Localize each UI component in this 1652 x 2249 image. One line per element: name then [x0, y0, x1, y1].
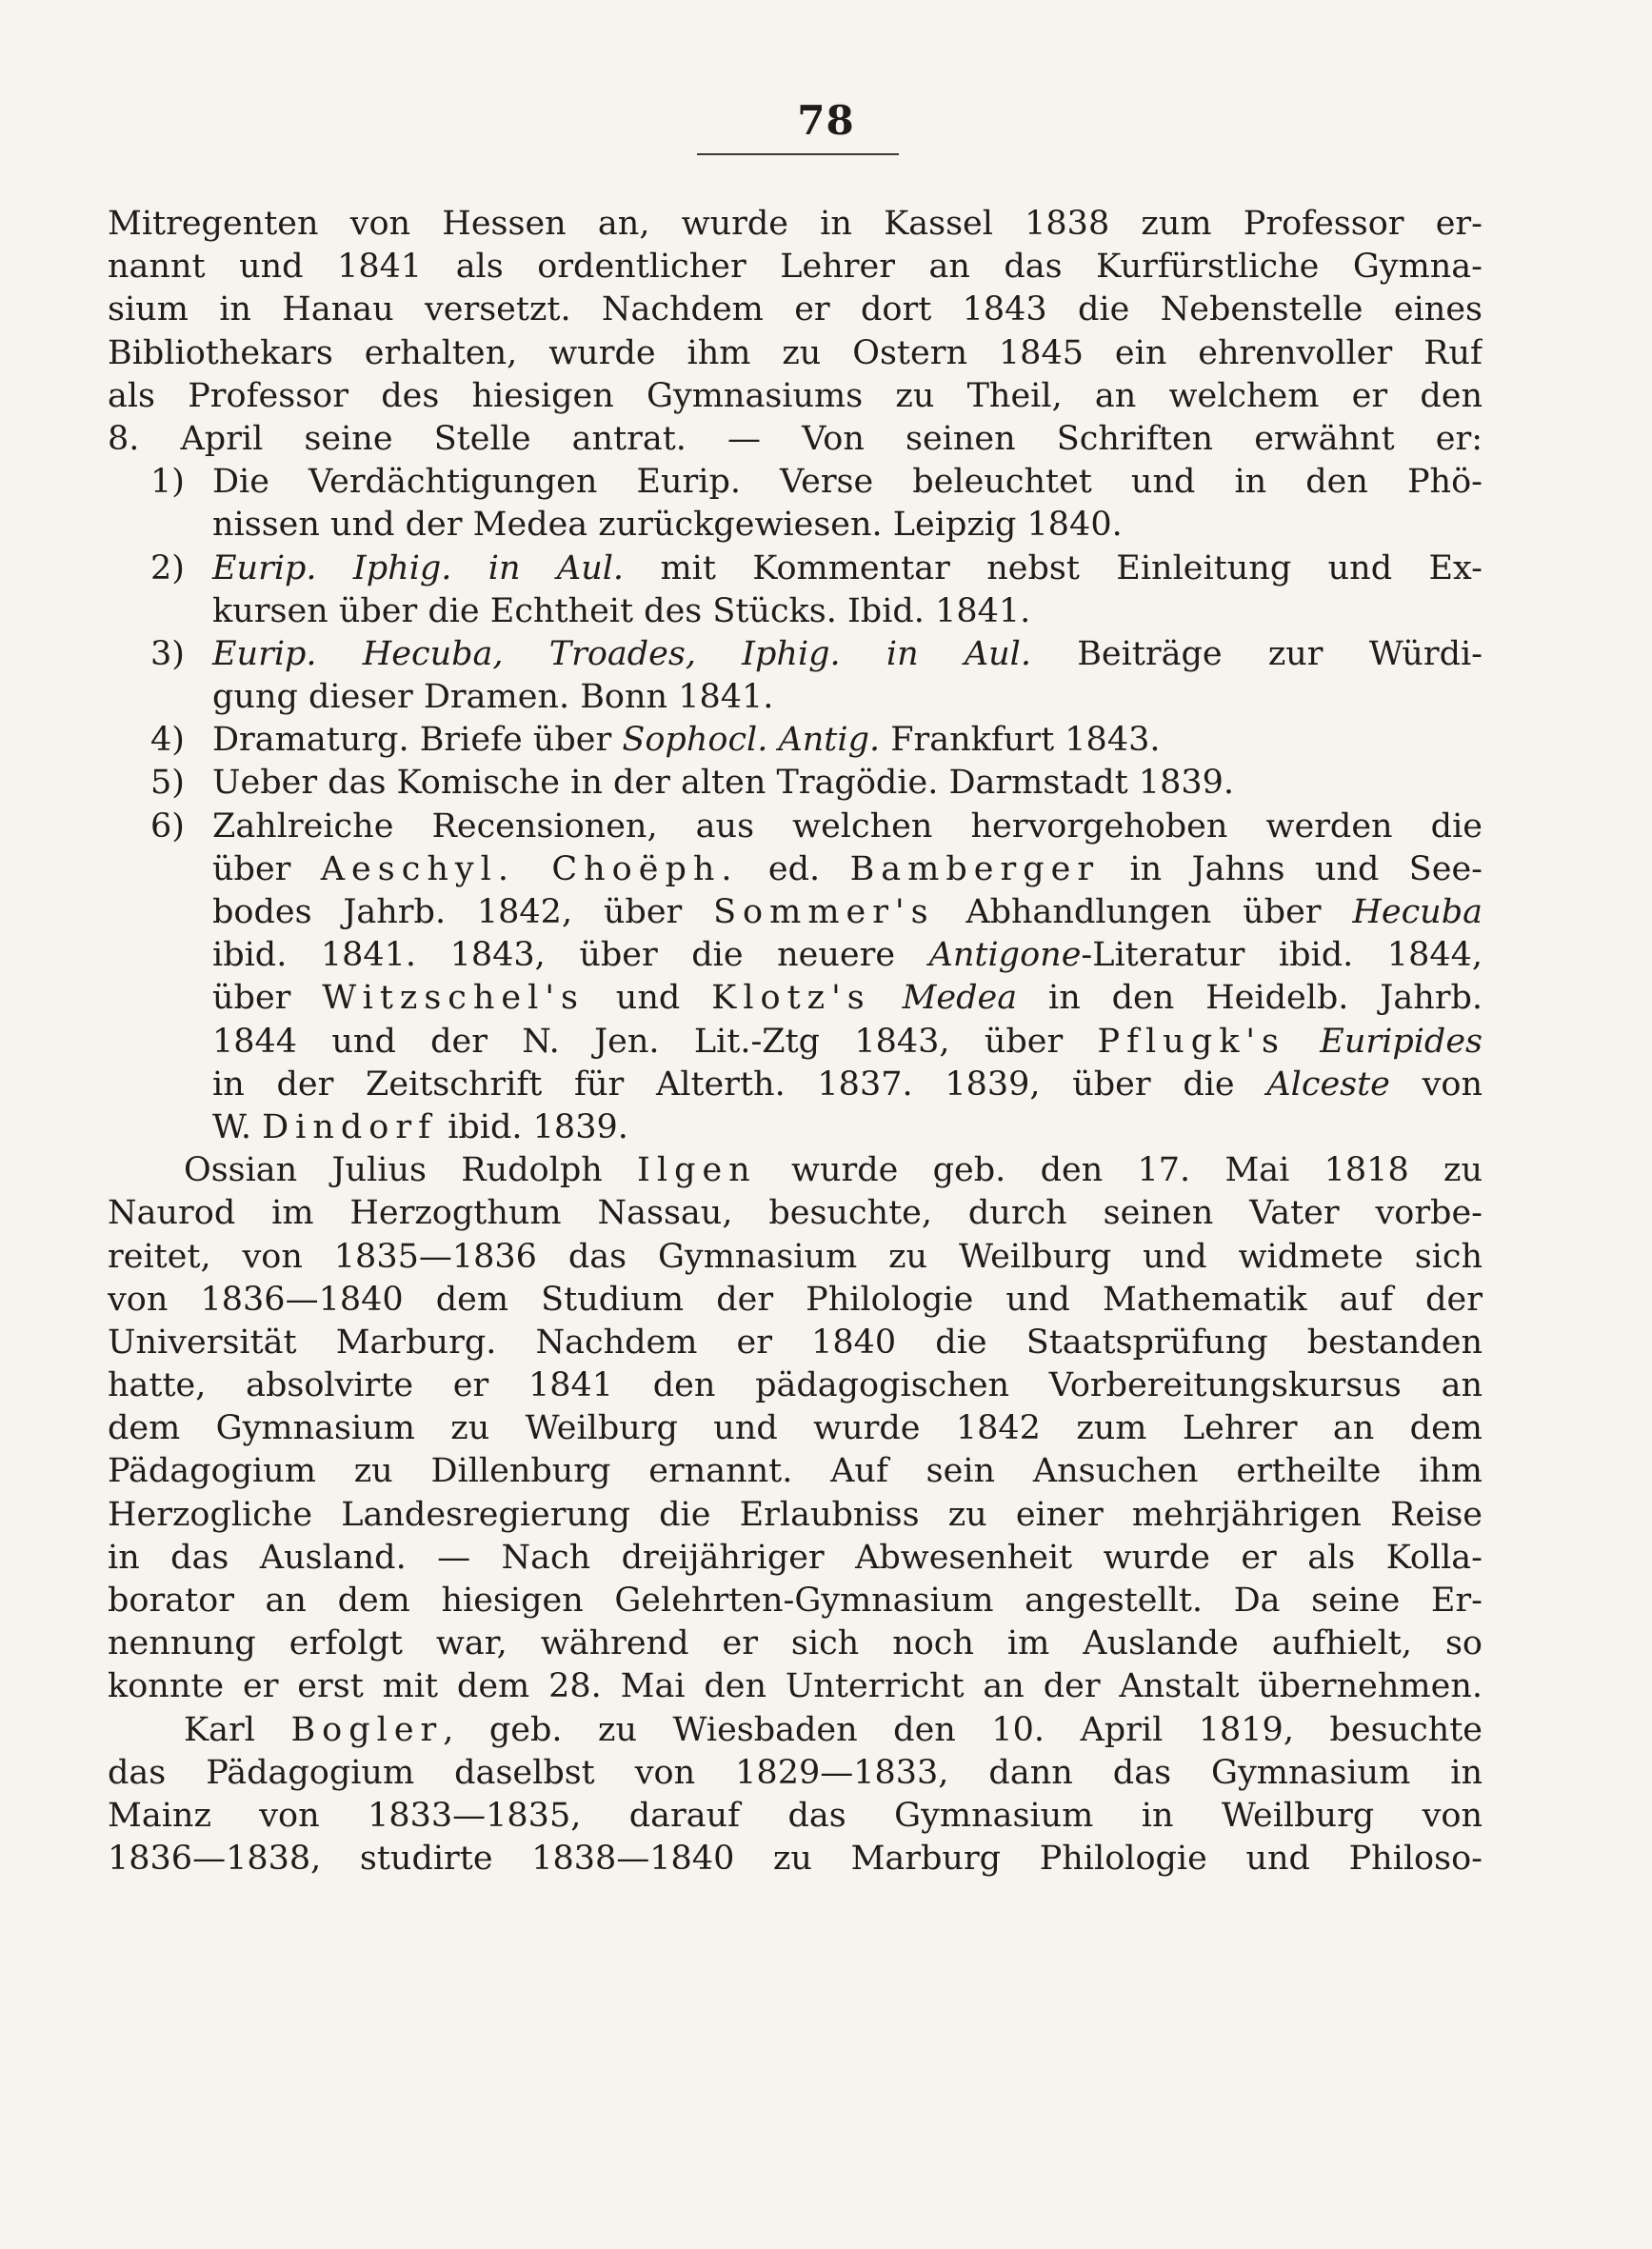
- text-line: reitet, von 1835—1836 das Gymnasium zu Weilburg und widmete sich: [108, 1237, 1483, 1276]
- list-item-continuation: ibid. 1841. 1843, über die neuere Antigone-Literatur ibid. 1844,: [212, 936, 1483, 975]
- list-item: 6) Zahlreiche Recensionen, aus welchen hervorgehoben werden die: [150, 806, 1483, 848]
- list-item-continuation: über Aeschyl. Choëph. ed. Bamberger in Jahns und See-: [212, 849, 1483, 888]
- page-number: 78: [797, 97, 855, 144]
- text-line: dem Gymnasium zu Weilburg und wurde 1842 zum Lehrer an dem: [108, 1409, 1483, 1448]
- list-item-continuation: 1844 und der N. Jen. Lit.-Ztg 1843, über Pflugk's Euripides: [212, 1022, 1483, 1061]
- text-line: konnte er erst mit dem 28. Mai den Unterricht an der Anstalt übernehmen.: [108, 1667, 1483, 1706]
- item-number: 6): [150, 806, 185, 846]
- text-line: hatte, absolvirte er 1841 den pädagogischen Vorbereitungskursus an: [108, 1366, 1483, 1405]
- list-item-continuation: gung dieser Dramen. Bonn 1841.: [212, 678, 774, 717]
- list-item-continuation: bodes Jahrb. 1842, über Sommer's Abhandlungen über Hecuba: [212, 893, 1483, 931]
- list-item-continuation: über Witzschel's und Klotz's Medea in den Heidelb. Jahrb.: [212, 979, 1483, 1018]
- paragraph-first-line: Karl Bogler, geb. zu Wiesbaden den 10. April 1819, besuchte: [184, 1710, 1483, 1749]
- text-line: Herzogliche Landesregierung die Erlaubniss zu einer mehrjährigen Reise: [108, 1495, 1483, 1534]
- text-line: borator an dem hiesigen Gelehrten-Gymnasium angestellt. Da seine Er-: [108, 1582, 1483, 1620]
- text-line: nannt und 1841 als ordentlicher Lehrer an das Kurfürstliche Gymna-: [108, 248, 1483, 287]
- item-number: 5): [150, 764, 185, 803]
- text-line: sium in Hanau versetzt. Nachdem er dort 1843 die Nebenstelle eines: [108, 290, 1483, 329]
- list-item-continuation: kursen über die Echtheit des Stücks. Ibid. 1841.: [212, 591, 1031, 630]
- header-rule: [697, 153, 899, 155]
- list-item: 1) Die Verdächtigungen Eurip. Verse beleuchtet und in den Phö-: [150, 461, 1483, 504]
- list-item: 5) Ueber das Komische in der alten Tragödie. Darmstadt 1839.: [150, 762, 1483, 805]
- list-item-continuation: W. Dindorf ibid. 1839.: [212, 1107, 628, 1146]
- item-number: 3): [150, 634, 185, 673]
- item-number: 2): [150, 548, 185, 587]
- text-line: Bibliothekars erhalten, wurde ihm zu Ostern 1845 ein ehrenvoller Ruf: [108, 333, 1483, 372]
- text-body: [108, 203, 1483, 1881]
- text-line: Mitregenten von Hessen an, wurde in Kassel 1838 zum Professor er-: [108, 205, 1483, 243]
- list-item: 4) Dramaturg. Briefe über Sophocl. Antig. Frankfurt 1843.: [150, 719, 1483, 762]
- text-line: 1836—1838, studirte 1838—1840 zu Marburg Philologie und Philoso-: [108, 1840, 1483, 1879]
- text-line: Mainz von 1833—1835, darauf das Gymnasium in Weilburg von: [108, 1796, 1483, 1835]
- text-line: das Pädagogium daselbst von 1829—1833, dann das Gymnasium in: [108, 1753, 1483, 1792]
- item-number: 1): [150, 463, 185, 502]
- text-line: Universität Marburg. Nachdem er 1840 die Staatsprüfung bestanden: [108, 1323, 1483, 1362]
- list-item-continuation: nissen und der Medea zurückgewiesen. Leipzig 1840.: [212, 506, 1123, 545]
- text-line: 8. April seine Stelle antrat. — Von seinen Schriften erwähnt er:: [108, 419, 1483, 458]
- text-line: von 1836—1840 dem Studium der Philologie und Mathematik auf der: [108, 1280, 1483, 1319]
- list-item-continuation: in der Zeitschrift für Alterth. 1837. 1839, über die Alceste von: [212, 1065, 1483, 1104]
- list-item: 2) Eurip. Iphig. in Aul. mit Kommentar nebst Einleitung und Ex-: [150, 547, 1483, 590]
- text-line: in das Ausland. — Nach dreijähriger Abwesenheit wurde er als Kolla-: [108, 1538, 1483, 1577]
- list-item: 3) Eurip. Hecuba, Troades, Iphig. in Aul. Beiträge zur Würdi-: [150, 633, 1483, 676]
- paragraph-first-line: Ossian Julius Rudolph Ilgen wurde geb. den 17. Mai 1818 zu: [184, 1151, 1483, 1190]
- text-line: als Professor des hiesigen Gymnasiums zu Theil, an welchem er den: [108, 376, 1483, 415]
- text-line: nennung erfolgt war, während er sich noch im Auslande aufhielt, so: [108, 1624, 1483, 1663]
- text-line: Pädagogium zu Dillenburg ernannt. Auf sein Ansuchen ertheilte ihm: [108, 1452, 1483, 1491]
- item-number: 4): [150, 721, 185, 760]
- text-line: Naurod im Herzogthum Nassau, besuchte, durch seinen Vater vorbe-: [108, 1194, 1483, 1233]
